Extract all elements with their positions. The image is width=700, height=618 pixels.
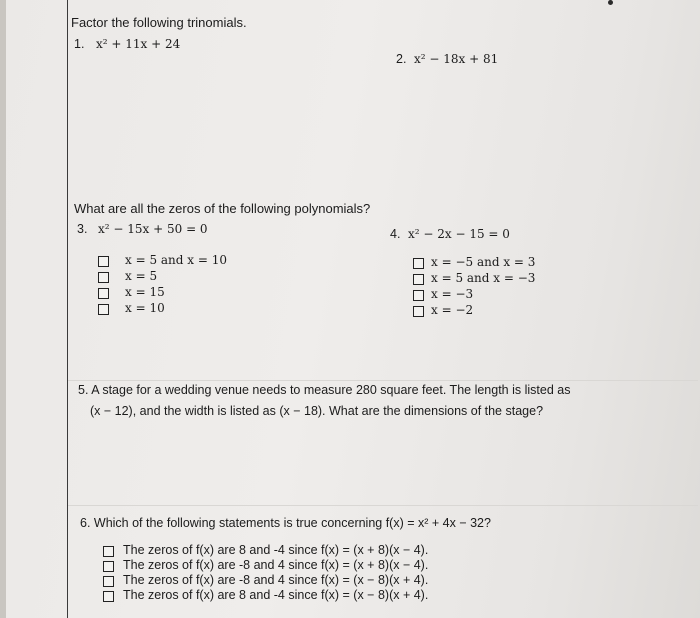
section-divider [68, 505, 698, 506]
q3-option-1-checkbox[interactable] [98, 256, 109, 267]
q6-option-3-label: The zeros of f(x) are -8 and 4 since f(x) = (x − 8)(x + 4). [123, 573, 429, 587]
question-3-expression: x² − 15x + 50 = 0 [98, 222, 208, 236]
q6-option-2-checkbox[interactable] [103, 561, 114, 572]
q6-option-2-label: The zeros of f(x) are -8 and 4 since f(x) = (x + 8)(x − 4). [123, 558, 429, 572]
question-1-number: 1. [74, 37, 85, 51]
q4-option-2-checkbox[interactable] [413, 274, 424, 285]
q3-option-3-checkbox[interactable] [98, 288, 109, 299]
q3-option-4-checkbox[interactable] [98, 304, 109, 315]
section-divider [68, 380, 698, 381]
question-6-prompt: 6. Which of the following statements is true concerning f(x) = x² + 4x − 32? [80, 516, 491, 530]
q6-option-1-checkbox[interactable] [103, 546, 114, 557]
question-3-number: 3. [77, 222, 88, 236]
q3-option-1-label: x = 5 and x = 10 [125, 253, 227, 267]
left-margin-rule [67, 0, 68, 618]
q4-option-3-checkbox[interactable] [413, 290, 424, 301]
question-5-line-1: 5. A stage for a wedding venue needs to measure 280 square feet. The length is listed as [78, 383, 571, 397]
question-1-expression: x² + 11x + 24 [96, 37, 181, 51]
question-2-number: 2. [396, 52, 407, 66]
q3-option-2-label: x = 5 [125, 269, 158, 283]
q3-option-2-checkbox[interactable] [98, 272, 109, 283]
section-heading-zeros: What are all the zeros of the following polynomials? [74, 201, 371, 216]
q4-option-4-checkbox[interactable] [413, 306, 424, 317]
q3-option-4-label: x = 10 [125, 301, 165, 315]
q6-option-1-label: The zeros of f(x) are 8 and -4 since f(x) = (x + 8)(x − 4). [123, 543, 429, 557]
section-heading-factor: Factor the following trinomials. [71, 15, 247, 30]
question-4-expression: x² − 2x − 15 = 0 [408, 227, 510, 241]
question-4-number: 4. [390, 227, 401, 241]
q4-option-1-checkbox[interactable] [413, 258, 424, 269]
q6-option-4-label: The zeros of f(x) are 8 and -4 since f(x) = (x − 8)(x + 4). [123, 588, 429, 602]
q4-option-4-label: x = −2 [431, 303, 474, 317]
pen-mark [608, 0, 613, 5]
q4-option-2-label: x = 5 and x = −3 [431, 271, 536, 285]
q3-option-3-label: x = 15 [125, 285, 165, 299]
question-2-expression: x² − 18x + 81 [414, 52, 499, 66]
q6-option-4-checkbox[interactable] [103, 591, 114, 602]
q4-option-1-label: x = −5 and x = 3 [431, 255, 536, 269]
question-5-line-2: (x − 12), and the width is listed as (x − 18). What are the dimensions of the stage? [90, 404, 544, 418]
q4-option-3-label: x = −3 [431, 287, 474, 301]
q6-option-3-checkbox[interactable] [103, 576, 114, 587]
